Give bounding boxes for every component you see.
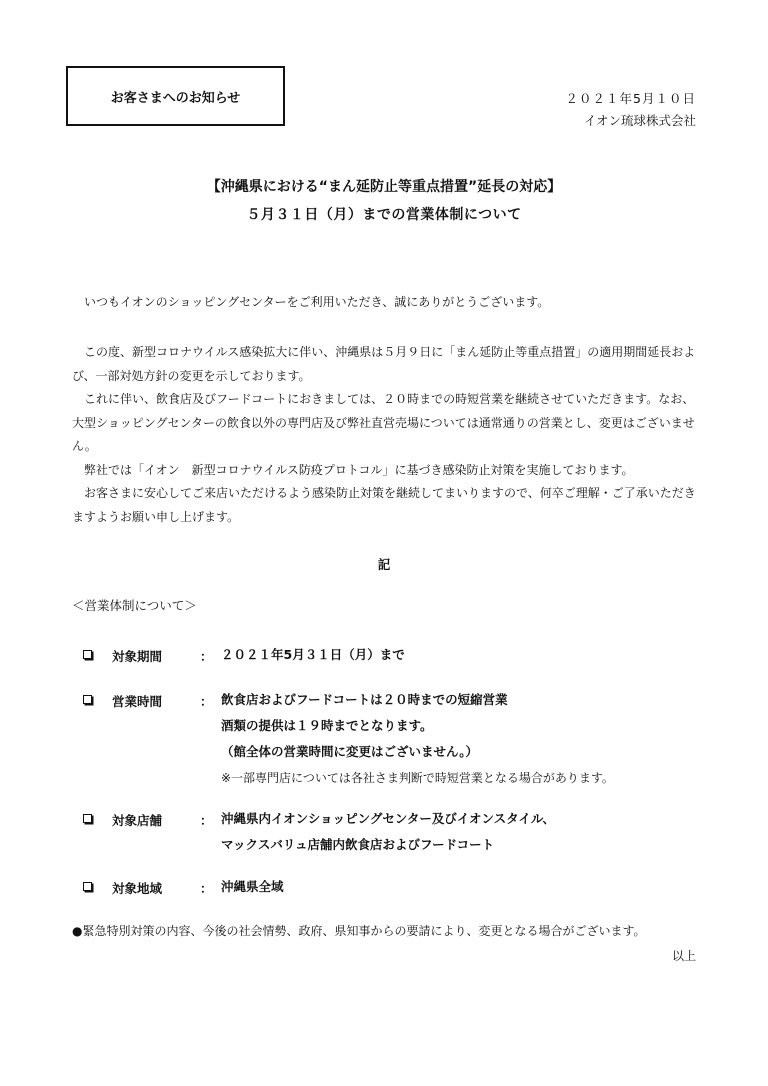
paragraph-greeting: いつもイオンのショッピングセンターをご利用いただき、誠にありがとうございます。 (84, 295, 550, 309)
item-value-line: マックスバリュ店舗内飲食店およびフードコート (221, 837, 495, 852)
closing-mark: 以上 (671, 949, 696, 963)
item-value (221, 687, 614, 791)
notice-title: お客さまへのお知らせ (110, 90, 241, 106)
item-value-line: 沖縄県内イオンショッピングセンター及びイオンスタイル、 (221, 811, 555, 826)
issue-date: ２０２１年5月１０日 (565, 91, 696, 106)
page-title: 【沖縄県における“まん延防止等重点措置”延長の対応】 (206, 179, 562, 195)
paragraph-measures: これに伴い、飲食店及びフードコートにおきましては、２０時までの時短営業を継続させていただきます。なお、大型ショッピングセンターの飲食以外の専門店及び弊社直営売場については通常通りの営業とし、変更はございません。 (72, 392, 695, 453)
paragraph-background: この度、新型コロナウイルス感染拡大に伴い、沖縄県は５月９日に「まん延防止等重点措置」の適用期間延長および、一部対処方針の変更を示しております。 (72, 345, 696, 383)
checkbox-icon (83, 882, 92, 891)
paragraph-closing-request: お客さまに安心してご来店いただけるよう感染防止対策を継続してまいりますので、何卒ご理解・ご了承いただきますようお願い申し上げます。 (72, 486, 696, 524)
item-value-line: ２０２１年5月３１日（月）まで (221, 647, 405, 662)
checkbox-icon (83, 650, 92, 659)
paragraph-protocol: 弊社では「イオン 新型コロナウイルス防疫プロトコル」に基づき感染防止対策を実施しております。 (84, 463, 634, 477)
item-colon: ： (200, 694, 213, 709)
ki-heading: 記 (377, 557, 391, 572)
item-colon: ： (200, 813, 213, 828)
item-value (221, 806, 555, 858)
section-heading: ＜営業体制について＞ (72, 598, 197, 613)
item-label: 対象店舗 (112, 813, 163, 828)
footnote: ●緊急特別対策の内容、今後の社会情勢、政府、県知事からの要請により、変更となる場合がございます。 (72, 924, 646, 938)
item-value-line: 飲食店およびフードコートは２０時までの短縮営業 (221, 692, 508, 707)
notice-title-box (66, 66, 285, 126)
item-note: ※一部専門店については各社さま判断で時短営業となる場合があります。 (221, 771, 614, 785)
checkbox-icon (83, 814, 92, 823)
item-value-line: 沖縄県全域 (221, 879, 284, 894)
item-value-line: （館全体の営業時間に変更はございません。） (221, 744, 479, 759)
item-label: 対象地域 (112, 881, 163, 896)
item-label: 対象期間 (112, 649, 163, 664)
item-value-line: 酒類の提供は１９時までとなります。 (221, 718, 433, 733)
checkbox-icon (83, 695, 92, 704)
item-colon: ： (200, 649, 213, 664)
item-colon: ： (200, 881, 213, 896)
page-subtitle: ５月３１日（月）までの営業体制について (246, 207, 522, 223)
item-label: 営業時間 (112, 694, 163, 709)
company-name: イオン琉球株式会社 (583, 113, 696, 128)
item-value (221, 642, 405, 668)
item-value (221, 874, 284, 900)
